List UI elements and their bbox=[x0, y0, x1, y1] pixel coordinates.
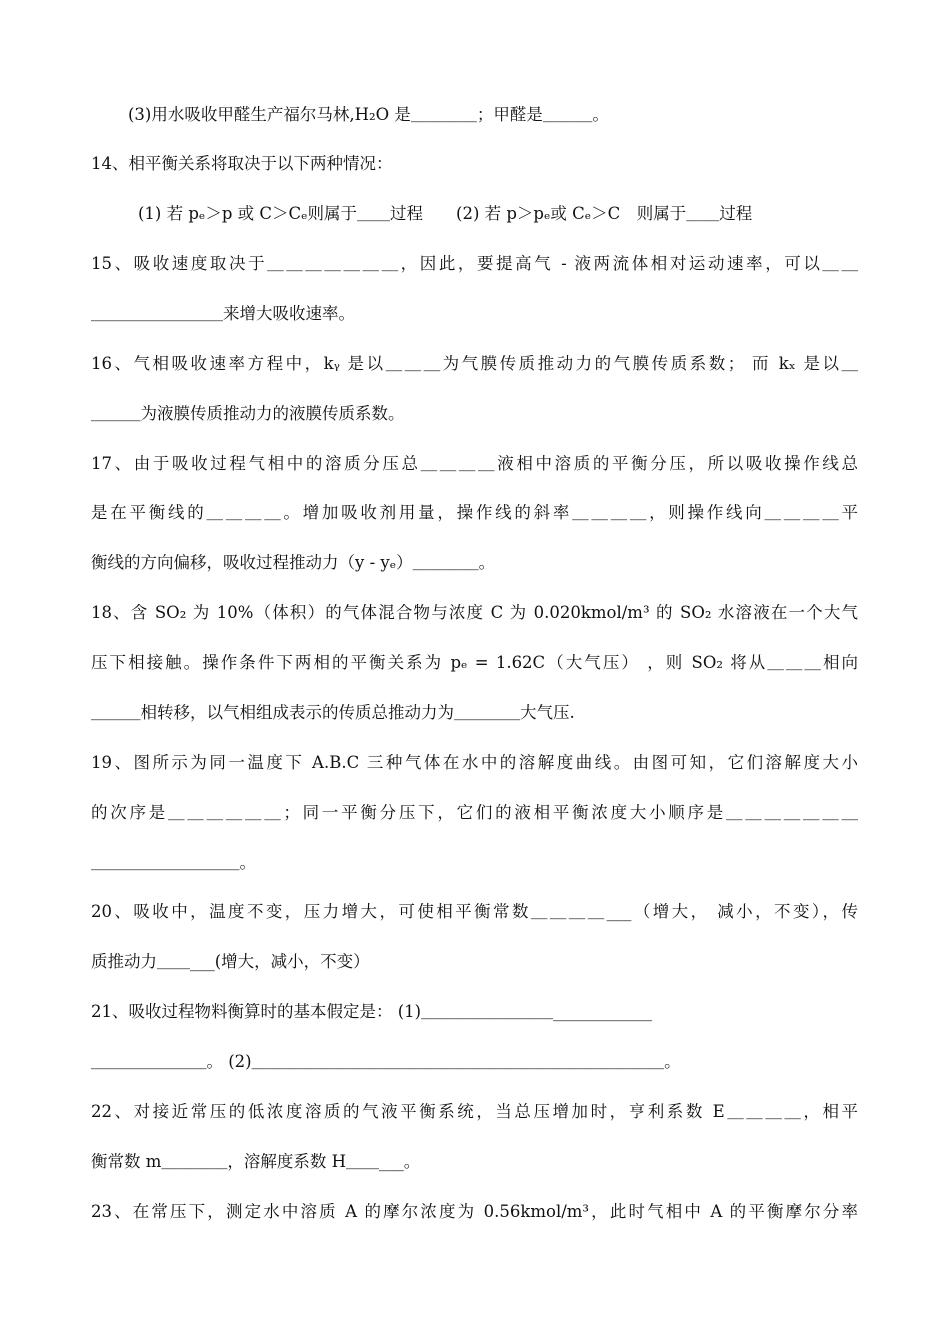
question-14-line: 14、相平衡关系将取决于以下两种情况： bbox=[91, 154, 393, 173]
question-17-line-3: 衡线的方向偏移，吸收过程推动力（y - yₑ）＿＿＿＿。 bbox=[91, 553, 496, 572]
question-21-line-2: ＿＿＿＿＿＿＿。 (2)＿＿＿＿＿＿＿＿＿＿＿＿＿＿＿＿＿＿＿＿＿＿＿＿＿。 bbox=[91, 1052, 681, 1071]
question-19-line-2: 的次序是＿＿＿＿＿＿；同一平衡分压下，它们的液相平衡浓度大小顺序是＿＿＿＿＿＿＿ bbox=[91, 803, 858, 822]
question-16-line-2: ＿＿＿为液膜传质推动力的液膜传质系数。 bbox=[91, 404, 405, 423]
question-20-line-1: 20、吸收中，温度不变，压力增大，可使相平衡常数＿＿＿＿___（增大， 减小，不变），传 bbox=[91, 902, 858, 921]
question-15-line-1: 15、吸收速度取决于＿＿＿＿＿＿＿，因此，要提高气 - 液两流体相对运动速率，可以＿＿ bbox=[91, 254, 858, 273]
question-20-line-2: 质推动力＿＿___(增大，减小，不变） bbox=[91, 952, 370, 971]
question-17-line-2: 是在平衡线的＿＿＿＿。增加吸收剂用量，操作线的斜率＿＿＿＿，则操作线向＿＿＿＿平 bbox=[91, 503, 858, 522]
question-22-line-1: 22、对接近常压的低浓度溶质的气液平衡系统，当总压增加时，亨利系数 E＿＿＿＿，相平 bbox=[91, 1102, 858, 1121]
question-15-line-2: ＿＿＿＿＿＿＿＿来增大吸收速率。 bbox=[91, 304, 355, 323]
question-21-line-1: 21、吸收过程物料衡算时的基本假定是： (1)＿＿＿＿＿＿＿＿____________ bbox=[91, 1002, 653, 1021]
question-16-line-1: 16、气相吸收速率方程中，kᵧ 是以＿＿＿为气膜传质推动力的气膜传质系数； 而 kₓ 是以＿ bbox=[91, 354, 858, 373]
question-18-line-1: 18、含 SO₂ 为 10%（体积）的气体混合物与浓度 C 为 0.020kmol/m³ 的 SO₂ 水溶液在一个大气 bbox=[91, 603, 858, 622]
item-13-part-3-line: (3)用水吸收甲醛生产福尔马林,H₂O 是＿＿＿＿；甲醛是＿＿＿。 bbox=[128, 105, 609, 124]
question-23-line-1: 23、在常压下，测定水中溶质 A 的摩尔浓度为 0.56kmol/m³，此时气相中 A 的平衡摩尔分率 bbox=[91, 1202, 858, 1221]
question-22-line-2: 衡常数 m＿＿＿＿，溶解度系数 H＿＿___。 bbox=[91, 1152, 421, 1171]
question-18-line-3: ＿＿＿相转移，以气相组成表示的传质总推动力为＿＿＿＿大气压. bbox=[91, 703, 575, 722]
question-19-line-3: ＿＿＿＿＿＿＿＿＿。 bbox=[91, 853, 256, 872]
question-14-cases-line: (1) 若 pₑ＞p 或 C＞Cₑ则属于＿＿过程 (2) 若 p＞pₑ或 Cₑ＞C 则属于＿＿过程 bbox=[138, 204, 753, 223]
question-17-line-1: 17、由于吸收过程气相中的溶质分压总＿＿＿＿液相中溶质的平衡分压，所以吸收操作线总 bbox=[91, 454, 858, 473]
question-19-line-1: 19、图所示为同一温度下 A.B.C 三种气体在水中的溶解度曲线。由图可知，它们溶解度大小 bbox=[91, 753, 858, 772]
question-18-line-2: 压下相接触。操作条件下两相的平衡关系为 pₑ = 1.62C（大气压） ，则 SO₂ 将从＿＿＿相向 bbox=[91, 653, 858, 672]
